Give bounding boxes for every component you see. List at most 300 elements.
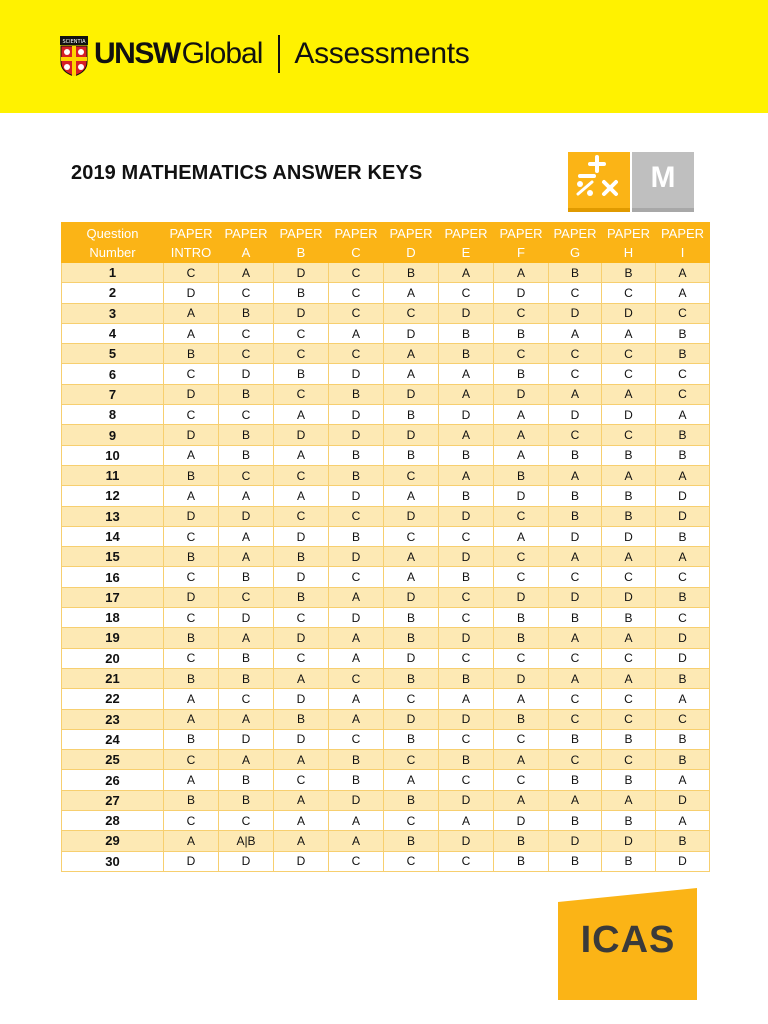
answer-cell: B xyxy=(384,729,439,749)
table-row xyxy=(62,526,710,546)
question-number-cell: 24 xyxy=(62,729,164,749)
table-body xyxy=(62,263,710,872)
answer-cell: A xyxy=(219,547,274,567)
answer-cell: B xyxy=(329,526,384,546)
answer-cell: C xyxy=(219,811,274,831)
answer-cell: C xyxy=(164,567,219,587)
answer-cell: C xyxy=(656,303,710,323)
header-line-2: C xyxy=(351,244,361,260)
answer-cell: C xyxy=(549,709,602,729)
table-row xyxy=(62,851,710,871)
answer-cell: A xyxy=(329,587,384,607)
question-number-cell: 1 xyxy=(62,263,164,283)
header-paper-c xyxy=(329,223,384,263)
answer-cell: D xyxy=(219,608,274,628)
answer-cell: C xyxy=(494,648,549,668)
answer-cell: A xyxy=(329,709,384,729)
answer-cell: A|B xyxy=(219,831,274,851)
answer-cell: D xyxy=(602,831,656,851)
answer-cell: A xyxy=(494,689,549,709)
answer-cell: A xyxy=(656,263,710,283)
answer-cell: C xyxy=(439,526,494,546)
answer-cell: B xyxy=(219,567,274,587)
table-row xyxy=(62,547,710,567)
answer-cell: D xyxy=(602,587,656,607)
table-row xyxy=(62,811,710,831)
answer-cell: B xyxy=(164,628,219,648)
answer-cell: D xyxy=(439,506,494,526)
answer-cell: A xyxy=(439,689,494,709)
header-line-1: PAPER xyxy=(606,225,651,241)
answer-cell: B xyxy=(549,486,602,506)
answer-cell: B xyxy=(656,344,710,364)
answer-cell: A xyxy=(274,486,329,506)
answer-cell: C xyxy=(329,263,384,283)
answer-cell: B xyxy=(656,425,710,445)
answer-cell: D xyxy=(384,648,439,668)
svg-text:SCIENTIA: SCIENTIA xyxy=(62,39,86,45)
question-number-cell: 12 xyxy=(62,486,164,506)
answer-cell: D xyxy=(219,506,274,526)
question-number-cell: 2 xyxy=(62,283,164,303)
answer-cell: D xyxy=(494,283,549,303)
header-paper-i xyxy=(656,223,710,263)
answer-cell: C xyxy=(219,405,274,425)
question-number-cell: 11 xyxy=(62,465,164,485)
table-row xyxy=(62,344,710,364)
answer-cell: B xyxy=(602,486,656,506)
answer-cell: B xyxy=(219,384,274,404)
unsw-crest-logo xyxy=(60,36,88,76)
answer-cell: C xyxy=(439,283,494,303)
header-line-2: B xyxy=(296,244,306,260)
answer-cell: D xyxy=(384,587,439,607)
answer-cell: C xyxy=(164,648,219,668)
table-row xyxy=(62,384,710,404)
answer-cell: A xyxy=(274,831,329,851)
answer-cell: D xyxy=(384,709,439,729)
question-number-cell: 22 xyxy=(62,689,164,709)
answer-cell: A xyxy=(602,668,656,688)
question-number-cell: 8 xyxy=(62,405,164,425)
question-number-cell: 20 xyxy=(62,648,164,668)
header-question-number xyxy=(62,223,164,263)
header-paper-d xyxy=(384,223,439,263)
answer-cell: B xyxy=(219,303,274,323)
table-row xyxy=(62,587,710,607)
answer-cell: C xyxy=(549,750,602,770)
answer-cell: D xyxy=(439,790,494,810)
header-line-2: A xyxy=(241,244,251,260)
answer-cell: C xyxy=(656,608,710,628)
header-line-1: PAPER xyxy=(334,225,378,241)
answer-cell: D xyxy=(656,506,710,526)
answer-cell: B xyxy=(602,608,656,628)
answer-cell: B xyxy=(549,729,602,749)
answer-cell: B xyxy=(494,323,549,343)
header-band xyxy=(0,0,768,113)
question-number-cell: 29 xyxy=(62,831,164,851)
answer-cell: C xyxy=(219,587,274,607)
answer-cell: D xyxy=(274,628,329,648)
answer-cell: A xyxy=(164,831,219,851)
table-row xyxy=(62,303,710,323)
question-number-cell: 19 xyxy=(62,628,164,648)
answer-cell: D xyxy=(439,831,494,851)
header-paper-intro xyxy=(164,223,219,263)
header-paper-h xyxy=(602,223,656,263)
answer-cell: B xyxy=(656,587,710,607)
answer-cell: D xyxy=(384,425,439,445)
header-line-2: G xyxy=(569,244,581,260)
answer-cell: B xyxy=(549,770,602,790)
answer-cell: D xyxy=(274,526,329,546)
header-line-1: Question xyxy=(86,225,139,241)
answer-cell: A xyxy=(494,526,549,546)
question-number-cell: 14 xyxy=(62,526,164,546)
answer-cell: C xyxy=(439,851,494,871)
brand-divider xyxy=(278,35,280,73)
answer-cell: B xyxy=(494,851,549,871)
answer-cell: B xyxy=(602,811,656,831)
answer-cell: D xyxy=(219,851,274,871)
answer-cell: B xyxy=(439,750,494,770)
question-number-cell: 25 xyxy=(62,750,164,770)
answer-cell: A xyxy=(494,425,549,445)
subject-letter-icon: M xyxy=(632,152,694,212)
answer-cell: C xyxy=(549,364,602,384)
answer-cell: C xyxy=(164,811,219,831)
answer-cell: A xyxy=(549,668,602,688)
icas-logo xyxy=(558,888,697,1000)
answer-cell: D xyxy=(274,263,329,283)
answer-cell: A xyxy=(274,790,329,810)
table-row xyxy=(62,729,710,749)
answer-cell: B xyxy=(219,770,274,790)
answer-cell: D xyxy=(274,567,329,587)
answer-cell: B xyxy=(219,648,274,668)
answer-cell: B xyxy=(329,384,384,404)
table-row xyxy=(62,567,710,587)
header-paper-a xyxy=(219,223,274,263)
answer-cell: D xyxy=(384,384,439,404)
answer-cell: C xyxy=(656,384,710,404)
brand-assessments: Assessments xyxy=(294,37,470,70)
header-paper-e xyxy=(439,223,494,263)
question-number-cell: 18 xyxy=(62,608,164,628)
header-line-2: H xyxy=(623,244,634,260)
icas-logo-text: ICAS xyxy=(580,919,676,961)
answer-cell: B xyxy=(656,831,710,851)
answer-key-table xyxy=(61,222,710,872)
question-number-cell: 4 xyxy=(62,323,164,343)
answer-cell: A xyxy=(329,831,384,851)
answer-cell: D xyxy=(329,608,384,628)
answer-cell: C xyxy=(439,608,494,628)
answer-cell: B xyxy=(602,445,656,465)
answer-cell: C xyxy=(494,547,549,567)
question-number-cell: 10 xyxy=(62,445,164,465)
answer-cell: C xyxy=(439,729,494,749)
answer-cell: C xyxy=(494,506,549,526)
answer-cell: A xyxy=(656,283,710,303)
answer-cell: C xyxy=(549,425,602,445)
table-row xyxy=(62,506,710,526)
brand-global: Global xyxy=(181,37,263,70)
answer-cell: A xyxy=(494,790,549,810)
answer-cell: B xyxy=(274,547,329,567)
table-row xyxy=(62,263,710,283)
answer-cell: C xyxy=(274,770,329,790)
answer-cell: B xyxy=(549,263,602,283)
answer-cell: A xyxy=(164,770,219,790)
answer-cell: D xyxy=(656,486,710,506)
answer-cell: C xyxy=(656,567,710,587)
table-row xyxy=(62,750,710,770)
answer-cell: B xyxy=(494,709,549,729)
answer-cell: A xyxy=(164,303,219,323)
answer-cell: B xyxy=(656,445,710,465)
answer-cell: A xyxy=(602,547,656,567)
answer-cell: D xyxy=(549,303,602,323)
answer-cell: D xyxy=(494,811,549,831)
header-line-1: PAPER xyxy=(279,225,323,241)
answer-cell: C xyxy=(274,608,329,628)
header-line-1: PAPER xyxy=(389,225,433,241)
answer-cell: C xyxy=(219,344,274,364)
answer-cell: B xyxy=(384,628,439,648)
header-line-2: E xyxy=(461,244,471,260)
answer-cell: D xyxy=(549,405,602,425)
answer-cell: D xyxy=(439,405,494,425)
question-number-cell: 28 xyxy=(62,811,164,831)
answer-cell: A xyxy=(274,405,329,425)
answer-cell: D xyxy=(549,526,602,546)
answer-cell: B xyxy=(219,790,274,810)
answer-cell: D xyxy=(164,283,219,303)
header-line-1: PAPER xyxy=(224,225,268,241)
answer-cell: A xyxy=(656,405,710,425)
brand-wordmark xyxy=(94,37,469,71)
answer-cell: C xyxy=(164,364,219,384)
answer-cell: A xyxy=(439,364,494,384)
answer-cell: A xyxy=(549,628,602,648)
answer-cell: B xyxy=(164,668,219,688)
answer-cell: A xyxy=(164,445,219,465)
math-symbols-icon xyxy=(568,152,630,212)
question-number-cell: 15 xyxy=(62,547,164,567)
answer-cell: C xyxy=(602,567,656,587)
answer-cell: A xyxy=(384,770,439,790)
answer-cell: B xyxy=(219,445,274,465)
question-number-cell: 9 xyxy=(62,425,164,445)
answer-cell: D xyxy=(274,425,329,445)
answer-cell: C xyxy=(602,689,656,709)
answer-cell: B xyxy=(329,750,384,770)
answer-cell: B xyxy=(384,445,439,465)
header-line-1: PAPER xyxy=(553,225,597,241)
answer-cell: C xyxy=(164,263,219,283)
answer-cell: C xyxy=(384,526,439,546)
answer-cell: A xyxy=(164,486,219,506)
answer-cell: B xyxy=(384,831,439,851)
table-header-row xyxy=(62,223,710,263)
answer-cell: A xyxy=(384,344,439,364)
header-line-1: PAPER xyxy=(169,225,213,241)
answer-cell: C xyxy=(602,750,656,770)
answer-cell: C xyxy=(656,364,710,384)
answer-cell: A xyxy=(656,689,710,709)
answer-cell: B xyxy=(329,465,384,485)
answer-cell: A xyxy=(656,547,710,567)
answer-cell: C xyxy=(384,750,439,770)
answer-cell: A xyxy=(219,628,274,648)
answer-cell: C xyxy=(274,465,329,485)
table-row xyxy=(62,709,710,729)
answer-cell: C xyxy=(274,323,329,343)
answer-cell: A xyxy=(602,384,656,404)
answer-cell: A xyxy=(549,384,602,404)
answer-cell: A xyxy=(602,323,656,343)
answer-cell: A xyxy=(219,486,274,506)
table-row xyxy=(62,445,710,465)
answer-cell: A xyxy=(439,811,494,831)
header-line-2: Number xyxy=(89,244,136,260)
answer-cell: D xyxy=(274,689,329,709)
answer-cell: B xyxy=(274,709,329,729)
table-row xyxy=(62,648,710,668)
answer-cell: B xyxy=(219,425,274,445)
table-header xyxy=(62,223,710,263)
answer-cell: D xyxy=(329,486,384,506)
answer-cell: D xyxy=(274,851,329,871)
answer-cell: D xyxy=(274,729,329,749)
answer-cell: C xyxy=(602,648,656,668)
answer-cell: B xyxy=(494,628,549,648)
answer-cell: D xyxy=(164,425,219,445)
answer-cell: D xyxy=(439,628,494,648)
answer-cell: D xyxy=(494,668,549,688)
answer-cell: A xyxy=(384,567,439,587)
answer-cell: C xyxy=(494,567,549,587)
answer-cell: C xyxy=(274,384,329,404)
answer-cell: C xyxy=(329,283,384,303)
answer-cell: C xyxy=(602,283,656,303)
answer-cell: C xyxy=(164,750,219,770)
question-number-cell: 27 xyxy=(62,790,164,810)
answer-cell: B xyxy=(549,851,602,871)
answer-cell: D xyxy=(549,587,602,607)
answer-cell: A xyxy=(384,364,439,384)
question-number-cell: 7 xyxy=(62,384,164,404)
answer-cell: C xyxy=(329,344,384,364)
answer-cell: D xyxy=(494,384,549,404)
answer-cell: C xyxy=(549,567,602,587)
answer-cell: D xyxy=(494,587,549,607)
answer-cell: B xyxy=(549,445,602,465)
answer-cell: A xyxy=(274,811,329,831)
header-line-1: PAPER xyxy=(444,225,488,241)
answer-cell: D xyxy=(549,831,602,851)
answer-cell: D xyxy=(164,587,219,607)
answer-cell: A xyxy=(656,770,710,790)
answer-cell: D xyxy=(219,364,274,384)
answer-cell: B xyxy=(384,668,439,688)
answer-cell: C xyxy=(549,344,602,364)
answer-cell: B xyxy=(439,668,494,688)
answer-cell: C xyxy=(329,668,384,688)
answer-cell: D xyxy=(656,648,710,668)
question-number-cell: 23 xyxy=(62,709,164,729)
answer-cell: D xyxy=(329,364,384,384)
answer-cell: B xyxy=(164,465,219,485)
header-paper-g xyxy=(549,223,602,263)
answer-cell: A xyxy=(494,405,549,425)
answer-cell: D xyxy=(384,506,439,526)
answer-cell: C xyxy=(549,689,602,709)
answer-cell: D xyxy=(602,526,656,546)
answer-cell: C xyxy=(549,648,602,668)
answer-cell: A xyxy=(439,263,494,283)
answer-cell: B xyxy=(656,323,710,343)
answer-cell: B xyxy=(494,831,549,851)
table-row xyxy=(62,323,710,343)
question-number-cell: 26 xyxy=(62,770,164,790)
answer-cell: B xyxy=(656,526,710,546)
answer-cell: C xyxy=(384,465,439,485)
answer-cell: A xyxy=(384,547,439,567)
answer-cell: B xyxy=(602,770,656,790)
header-line-2: F xyxy=(517,244,525,260)
header-paper-f xyxy=(494,223,549,263)
answer-cell: C xyxy=(439,648,494,668)
answer-cell: C xyxy=(384,811,439,831)
table-row xyxy=(62,608,710,628)
table-row xyxy=(62,668,710,688)
answer-cell: B xyxy=(439,323,494,343)
answer-cell: A xyxy=(602,465,656,485)
answer-cell: C xyxy=(329,303,384,323)
table-row xyxy=(62,628,710,648)
answer-cell: C xyxy=(549,283,602,303)
answer-cell: C xyxy=(164,608,219,628)
answer-cell: B xyxy=(602,263,656,283)
answer-cell: C xyxy=(494,770,549,790)
answer-cell: C xyxy=(329,851,384,871)
answer-cell: B xyxy=(274,283,329,303)
answer-cell: C xyxy=(384,303,439,323)
answer-cell: A xyxy=(494,750,549,770)
answer-cell: D xyxy=(329,547,384,567)
answer-cell: C xyxy=(439,770,494,790)
table-row xyxy=(62,283,710,303)
answer-cell: D xyxy=(656,628,710,648)
answer-cell: B xyxy=(384,263,439,283)
answer-cell: D xyxy=(219,729,274,749)
question-number-cell: 16 xyxy=(62,567,164,587)
answer-cell: B xyxy=(384,405,439,425)
header-line-2: INTRO xyxy=(170,244,212,260)
brand-unsw: UNSW xyxy=(94,37,180,70)
answer-cell: D xyxy=(439,303,494,323)
answer-cell: D xyxy=(384,323,439,343)
answer-cell: C xyxy=(384,689,439,709)
header-line-2: I xyxy=(680,244,685,260)
question-number-cell: 3 xyxy=(62,303,164,323)
answer-cell: B xyxy=(384,608,439,628)
answer-cell: D xyxy=(164,851,219,871)
answer-cell: B xyxy=(656,729,710,749)
